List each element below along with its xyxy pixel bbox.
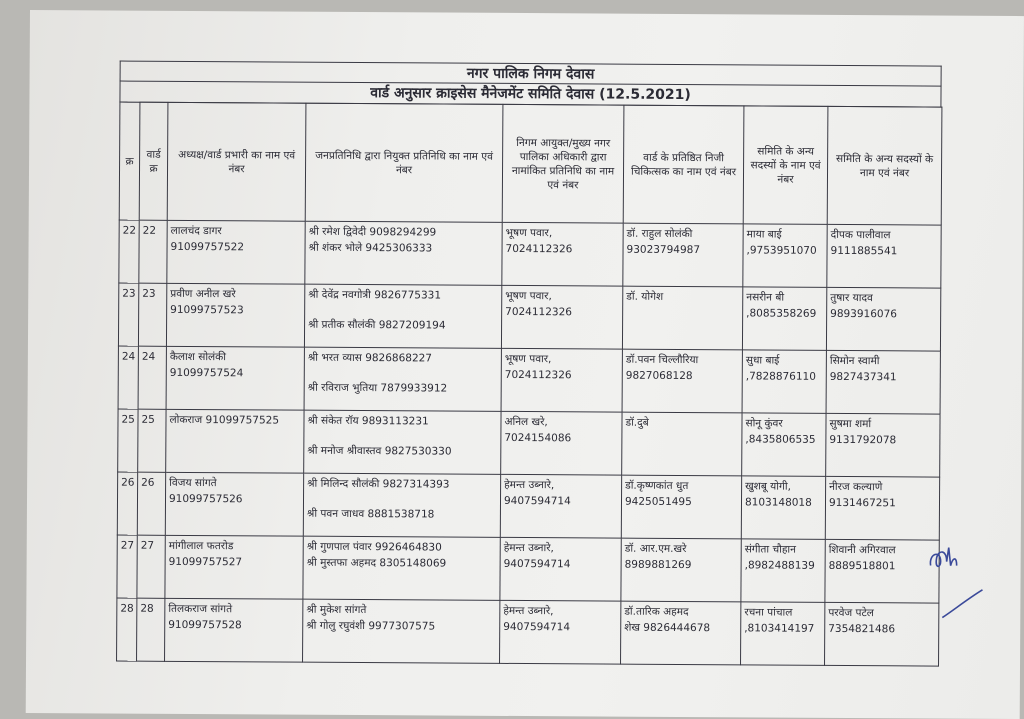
representative-1: श्री गुणपाल पंवार 9926464830: [306, 540, 442, 554]
ward-cell: 28: [137, 598, 165, 661]
member-1-name: नसरीन बी: [746, 291, 785, 304]
member-2-number: 8889518801: [828, 559, 896, 573]
doctor-number: शेख 9826444678: [624, 621, 711, 635]
chair-name: मांगीलाल फतरोड: [168, 539, 234, 553]
member-2-cell: [825, 539, 939, 603]
doctor-name: डॉ.तारिक अहमद: [624, 605, 689, 619]
officer-name: हेमन्त उब्नारे,: [503, 541, 554, 555]
serial-cell: 26: [117, 472, 137, 535]
chair-name: प्रवीण अनील खरे: [170, 287, 236, 301]
chair-number: 91099757528: [168, 618, 242, 632]
member-2-cell: [826, 350, 940, 414]
member-1-cell: [742, 413, 826, 477]
representative-1: श्री रमेश द्विवेदी 9098294299: [308, 225, 437, 239]
member-1-cell: [742, 287, 826, 351]
member-1-name: माया बाई: [746, 228, 782, 241]
col-representative: जनप्रतिनिधि द्वारा नियुक्त प्रतिनिधि का नाम एवं नंबर: [305, 103, 503, 222]
doctor-cell: [621, 538, 741, 602]
chair-name: कैलाश सोलंकी: [169, 350, 227, 364]
document-subtitle: वार्ड अनुसार क्राइसेस मैनेजमेंट समिति देवास (12.5.2021): [119, 81, 941, 108]
col-member-1: समिति के अन्य सदस्यों के नाम एवं नंबर: [743, 106, 828, 225]
col-officer: निगम आयुक्त/मुख्य नगर पालिका अधिकारी द्वारा नामांकित प्रतिनिधि का नाम एवं नंबर: [502, 104, 624, 223]
officer-name: भूषण पवार,: [505, 289, 552, 303]
member-2-cell: [825, 602, 939, 666]
col-member-2: समिति के अन्य सदस्यों के नाम एवं नंबर: [827, 106, 942, 225]
representative-cell: [304, 347, 501, 411]
ward-cell: 22: [139, 220, 167, 283]
member-2-cell: [826, 287, 940, 351]
ward-cell: 23: [138, 283, 166, 346]
member-1-name: सोनू कुंवर: [745, 417, 783, 430]
chair-number: 91099757526: [168, 492, 243, 506]
doctor-name: डॉ.पवन चिल्लौरिया: [625, 353, 699, 367]
col-serial: क्र: [119, 102, 140, 220]
representative-2: श्री मुस्तफा अहमद 8305148069: [306, 556, 447, 570]
doctor-cell: [621, 601, 741, 665]
col-ward: वार्ड क्र: [139, 102, 168, 220]
chair-name: लालचंद डागर: [170, 224, 222, 238]
member-2-name: दीपक पालीवाल: [830, 228, 891, 242]
member-1-name: रचना पांचाल: [744, 606, 793, 619]
document-page: [26, 10, 1024, 719]
representative-1: श्री भरत व्यास 9826868227: [307, 351, 433, 365]
doctor-number: 9425051495: [624, 495, 692, 509]
representative-2: श्री प्रतीक सौलंकी 9827209194: [308, 318, 446, 332]
member-2-number: 7354821486: [828, 622, 896, 636]
chair-name: लोकराज 91099757525: [169, 413, 280, 427]
member-1-cell: [741, 602, 825, 666]
serial-cell: 22: [119, 220, 139, 283]
officer-number: 7024112326: [505, 242, 573, 256]
member-2-name: शिवानी अगिरवाल: [828, 543, 896, 557]
chair-number: 91099757524: [169, 366, 244, 380]
doctor-cell: [623, 223, 743, 287]
officer-cell: [501, 285, 622, 349]
representative-cell: [304, 284, 501, 348]
doctor-number: 93023794987: [626, 243, 701, 257]
representative-cell: [303, 536, 500, 600]
chair-number: 91099757523: [170, 303, 244, 317]
ward-cell: 26: [137, 472, 165, 535]
serial-cell: 23: [118, 283, 138, 346]
member-2-name: सिमोन स्वामी: [829, 354, 880, 368]
table-row: [117, 598, 939, 666]
member-1-cell: [741, 539, 825, 603]
representative-1: श्री देवेंद्र नवगोत्री 9826775331: [308, 288, 442, 302]
officer-name: अनिल खरे,: [504, 415, 548, 429]
doctor-name: डॉ.कृष्णकांत धुत: [625, 479, 689, 493]
member-1-number: 8103148018: [744, 496, 812, 509]
member-1-name: संगीता चौहान: [744, 543, 797, 556]
chair-cell: [165, 472, 303, 536]
chair-name: विजय सांगते: [169, 476, 217, 490]
member-2-name: सुषमा शर्मा: [829, 417, 872, 431]
officer-number: 7024154086: [504, 431, 572, 445]
serial-cell: 27: [117, 535, 137, 598]
officer-cell: [501, 411, 622, 475]
representative-2: श्री पवन जाधव 8881538718: [306, 507, 435, 521]
member-2-number: 9827437341: [829, 370, 897, 384]
member-2-number: 9111885541: [830, 244, 898, 258]
member-1-number: ,8103414197: [744, 622, 815, 635]
representative-cell: [303, 599, 500, 663]
doctor-cell: [622, 286, 742, 350]
col-doctor: वार्ड के प्रतिष्ठित निजी चिकित्सक का नाम एवं नंबर: [623, 105, 744, 224]
doctor-cell: [622, 412, 742, 476]
member-2-name: परवेज पटेल: [828, 606, 874, 620]
chair-cell: [167, 220, 305, 284]
member-2-number: 9131792078: [829, 433, 897, 447]
member-1-number: ,8085358269: [746, 307, 817, 320]
member-1-number: ,8982488139: [744, 559, 815, 572]
member-1-cell: [742, 350, 826, 414]
member-2-name: तुषार यादव: [830, 291, 873, 305]
doctor-name: डॉ. राहुल सोलंकी: [626, 227, 693, 241]
representative-cell: [305, 221, 502, 285]
chair-cell: [166, 409, 304, 473]
representative-2: श्री मनोज श्रीवास्तव 9827530330: [307, 444, 452, 458]
chair-cell: [165, 598, 303, 662]
officer-name: भूषण पवार,: [505, 226, 553, 240]
representative-2: श्री शंकर भोले 9425306333: [308, 241, 433, 255]
table-row: [118, 346, 940, 414]
representative-cell: [304, 410, 501, 474]
col-chair: अध्यक्ष/वार्ड प्रभारी का नाम एवं नंबर: [167, 102, 306, 221]
committee-table: [116, 102, 942, 667]
chair-cell: [166, 346, 304, 410]
table-header-row: [119, 102, 942, 225]
officer-number: 7024112326: [505, 305, 573, 319]
member-2-cell: [827, 224, 941, 288]
officer-cell: [500, 537, 621, 601]
officer-cell: [501, 348, 622, 412]
member-1-number: ,7828876110: [745, 370, 816, 383]
chair-number: 91099757522: [170, 240, 245, 254]
org-title: नगर पालिक निगम देवास: [120, 61, 942, 87]
chair-number: 91099757527: [168, 555, 243, 569]
officer-cell: [502, 222, 623, 286]
doctor-cell: [621, 475, 741, 539]
member-1-number: ,9753951070: [746, 244, 817, 257]
doctor-name: डॉ. आर.एम.खरे: [624, 542, 687, 556]
representative-1: श्री मुकेश सांगते: [306, 603, 367, 617]
member-1-number: ,8435806535: [745, 433, 816, 446]
table-row: [117, 535, 939, 603]
ward-cell: 25: [138, 409, 166, 472]
member-2-name: नीरज कल्याणे: [829, 480, 883, 494]
table-row: [118, 409, 940, 477]
officer-name: हेमन्त उब्नारे,: [504, 478, 555, 492]
member-1-cell: [743, 224, 827, 288]
doctor-name: डॉ. योगेश: [626, 290, 664, 303]
chair-cell: [165, 535, 303, 599]
serial-cell: 25: [118, 409, 138, 472]
officer-number: 9407594714: [503, 620, 571, 634]
member-1-name: खुशबू योगी,: [745, 480, 791, 493]
representative-1: श्री संकेत रॉय 9893113231: [307, 414, 429, 428]
table-row: [119, 220, 941, 288]
officer-name: हेमन्त उब्नारे,: [503, 604, 554, 618]
doctor-number: 9827068128: [625, 369, 693, 383]
member-2-number: 9131467251: [828, 496, 896, 510]
serial-cell: 28: [117, 598, 137, 661]
doctor-name: डॉ.दुबे: [625, 416, 649, 429]
officer-number: 7024112326: [504, 368, 572, 382]
table-row: [117, 472, 939, 540]
doctor-cell: [622, 349, 742, 413]
officer-cell: [500, 474, 621, 538]
chair-name: तिलकराज सांगते: [168, 602, 233, 616]
officer-cell: [500, 600, 621, 664]
ward-cell: 27: [137, 535, 165, 598]
officer-name: भूषण पवार,: [504, 352, 552, 366]
officer-number: 9407594714: [503, 494, 571, 508]
table-row: [118, 283, 940, 351]
representative-2: श्री गोलु रघुवंशी 9977307575: [306, 619, 436, 633]
member-2-number: 9893916076: [830, 307, 898, 321]
serial-cell: 24: [118, 346, 138, 409]
member-2-cell: [826, 413, 940, 477]
member-1-name: सुधा बाई: [745, 354, 780, 367]
officer-number: 9407594714: [503, 557, 571, 571]
doctor-number: 8989881269: [624, 558, 692, 572]
representative-1: श्री मिलिन्द सौलंकी 9827314393: [307, 477, 450, 491]
member-2-cell: [825, 476, 939, 540]
member-1-cell: [741, 476, 825, 540]
representative-cell: [303, 473, 500, 537]
chair-cell: [166, 283, 304, 347]
signature: [926, 535, 987, 625]
representative-2: श्री रविराज भुतिया 7879933912: [307, 381, 448, 395]
ward-cell: 24: [138, 346, 166, 409]
